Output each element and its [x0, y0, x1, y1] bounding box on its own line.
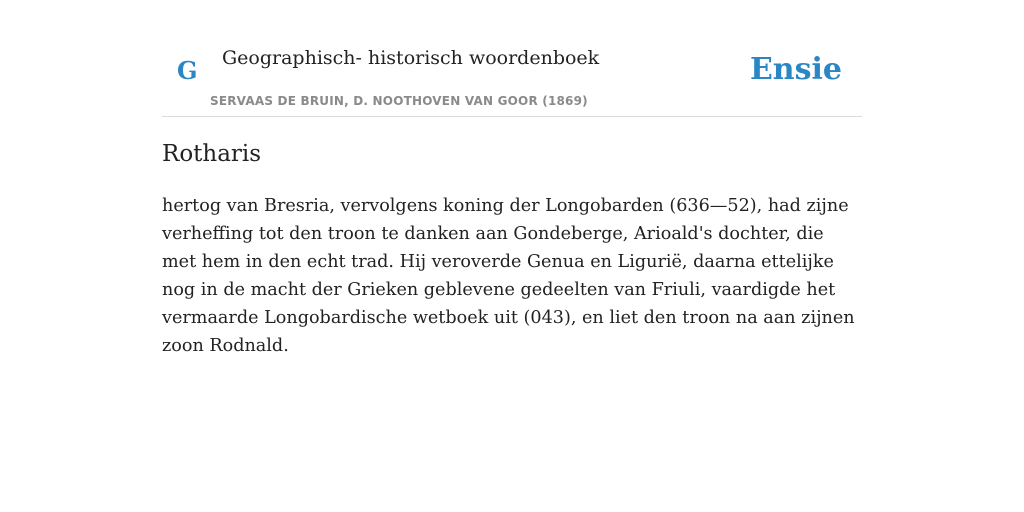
dictionary-title[interactable]: Geographisch- historisch woordenboek: [222, 47, 600, 69]
dictionary-letter-icon[interactable]: G: [177, 56, 198, 85]
entry-body: hertog van Bresria, vervolgens koning der Longobarden (636—52), had zijne verheffing tot den troon te danken aan Gondeberge, Arioald's dochter, die met hem in den echt trad. Hij veroverde Genua en Ligurië, daarna ettelijke nog in de macht der Grieken geblevene gedeelten van Friuli, vaardigde het vermaarde Longobardische wetboek uit (043), en liet den troon na aan zijnen zoon Rodnald.: [162, 196, 855, 356]
ensie-logo[interactable]: Ensie: [749, 52, 842, 87]
dictionary-header: [162, 40, 862, 117]
dictionary-authors: SERVAAS DE BRUIN, D. NOOTHOVEN VAN GOOR (1869): [210, 94, 588, 108]
entry-title: Rotharis: [162, 141, 262, 167]
